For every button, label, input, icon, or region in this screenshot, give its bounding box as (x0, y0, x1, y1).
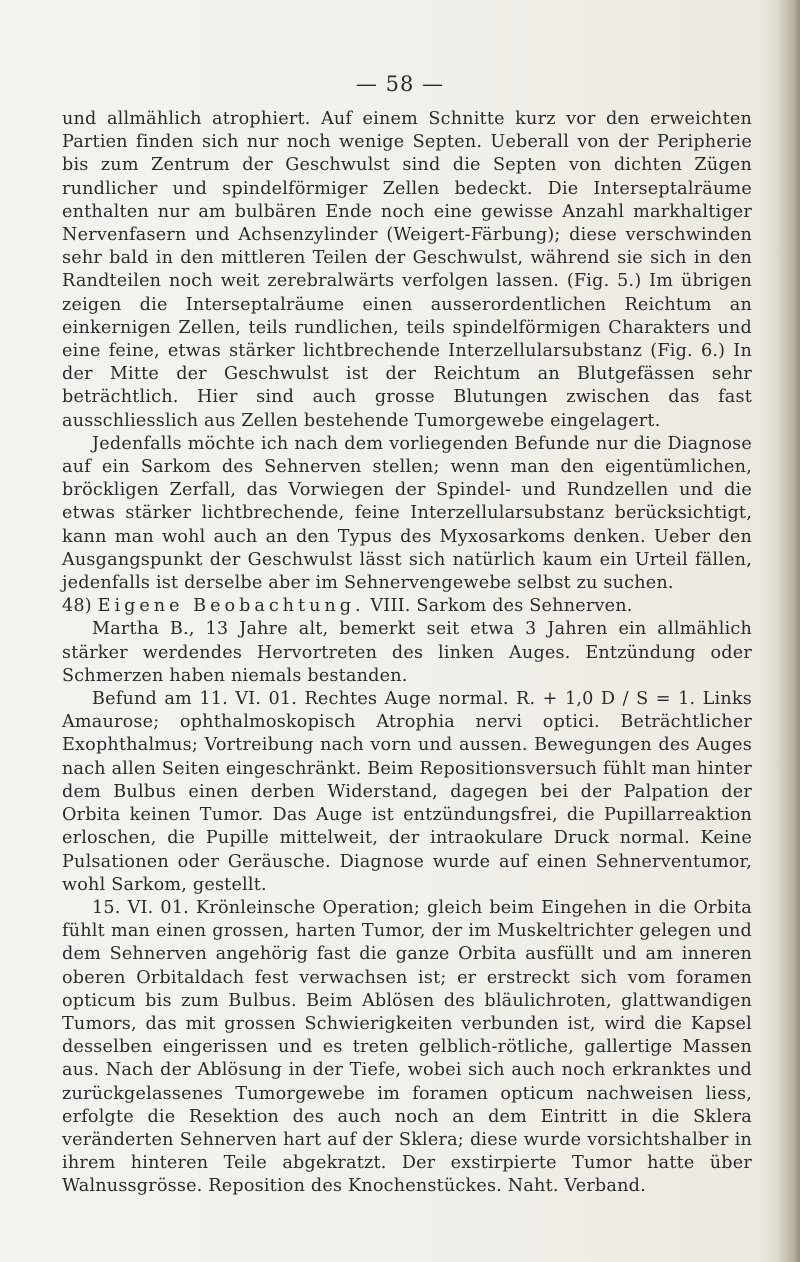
case-heading (62, 595, 752, 618)
body-text (62, 108, 752, 1199)
page-edge-shadow (778, 0, 800, 1262)
case-title: VIII. Sarkom des Sehnerven. (370, 596, 633, 617)
paragraph-operation: 15. VI. 01. Krönleinsche Operation; gleich beim Eingehen in die Orbita fühlt man einen grossen, harten Tumor, der im Muskeltrichter gelegen und dem Sehnerven angehörig fast die ganze Orbita ausfüllt und am inneren oberen Orbitaldach fest verwachsen ist; er erstreckt sich vom foramen opticum bis zum Bulbus. Beim Ablösen des bläulichroten, glattwandigen Tumors, das mit grossen Schwierigkeiten verbunden ist, wird die Kapsel desselben eingerissen und es treten gelblich-rötliche, gallertige Massen aus. Nach der Ablösung in der Tiefe, wobei sich auch noch erkranktes und zurückgelassenes Tumorgewebe im foramen opticum nachweisen liess, erfolgte die Resektion des auch noch an dem Eintritt in die Sklera veränderten Sehnerven hart auf der Sklera; diese wurde vorsichtshalber in ihrem hinteren Teile abgekratzt. Der exstirpierte Tumor hatte über Walnussgrösse. Reposition des Knochenstückes. Naht. Verband. (62, 897, 752, 1197)
paragraph-histology: und allmählich atrophiert. Auf einem Schnitte kurz vor den erweichten Partien finden sich nur noch wenige Septen. Ueberall von der Peripherie bis zum Zentrum der Geschwulst sind die Septen von dichten Zügen rundlicher und spindelförmiger Zellen bedeckt. Die Interseptalräume enthalten nur am bulbären Ende noch eine gewisse Anzahl markhaltiger Nervenfasern und Achsenzylinder (Weigert-Färbung); diese verschwinden sehr bald in den mittleren Teilen der Geschwulst, während sie sich in den Randteilen noch weit zerebralwärts verfolgen lassen. (Fig. 5.) Im übrigen zeigen die Interseptalräume einen ausserordentlichen Reichtum an einkernigen Zellen, teils rundlichen, teils spindelförmigen Charakters und eine feine, etwas stärker lichtbrechende Interzellularsubstanz (Fig. 6.) In der Mitte der Geschwulst ist der Reichtum an Blutgefässen sehr beträchtlich. Hier sind auch grosse Blutungen zwischen das fast ausschliesslich aus Zellen bestehende Tumorgewebe eingelagert. (62, 109, 752, 431)
paragraph-findings: Befund am 11. VI. 01. Rechtes Auge normal. R. + 1,0 D / S = 1. Links Amaurose; ophthalmoskopisch Atrophia nervi optici. Beträchtlicher Exophthalmus; Vortreibung nach vorn und aussen. Bewegungen des Auges nach allen Seiten eingeschränkt. Beim Repositionsversuch fühlt man hinter dem Bulbus einen derben Widerstand, dagegen bei der Palpation der Orbita keinen Tumor. Das Auge ist entzündungsfrei, die Pupillarreaktion erloschen, die Pupille mittelweit, der intraokulare Druck normal. Keine Pulsationen oder Geräusche. Diagnose wurde auf einen Sehnerventumor, wohl Sarkom, gestellt. (62, 689, 752, 895)
paragraph-history: Martha B., 13 Jahre alt, bemerkt seit etwa 3 Jahren ein allmählich stärker werdendes Hervortreten des linken Auges. Entzündung oder Schmerzen haben niemals bestanden. (62, 619, 752, 686)
case-label: Eigene Beobachtung. (97, 596, 365, 617)
paragraph-diagnosis: Jedenfalls möchte ich nach dem vorliegenden Befunde nur die Diagnose auf ein Sarkom des Sehnerven stellen; wenn man den eigentümlichen, bröckligen Zerfall, das Vorwiegen der Spindel- und Rundzellen und die etwas stärker lichtbrechende, feine Interzellularsubstanz berücksichtigt, kann man wohl auch an den Typus des Myxosarkoms denken. Ueber den Ausgangspunkt der Geschwulst lässt sich natürlich kaum ein Urteil fällen, jedenfalls ist derselbe aber im Sehnervengewebe selbst zu suchen. (62, 433, 752, 594)
page-number: — 58 — (355, 72, 445, 96)
case-number: 48) (62, 596, 92, 617)
